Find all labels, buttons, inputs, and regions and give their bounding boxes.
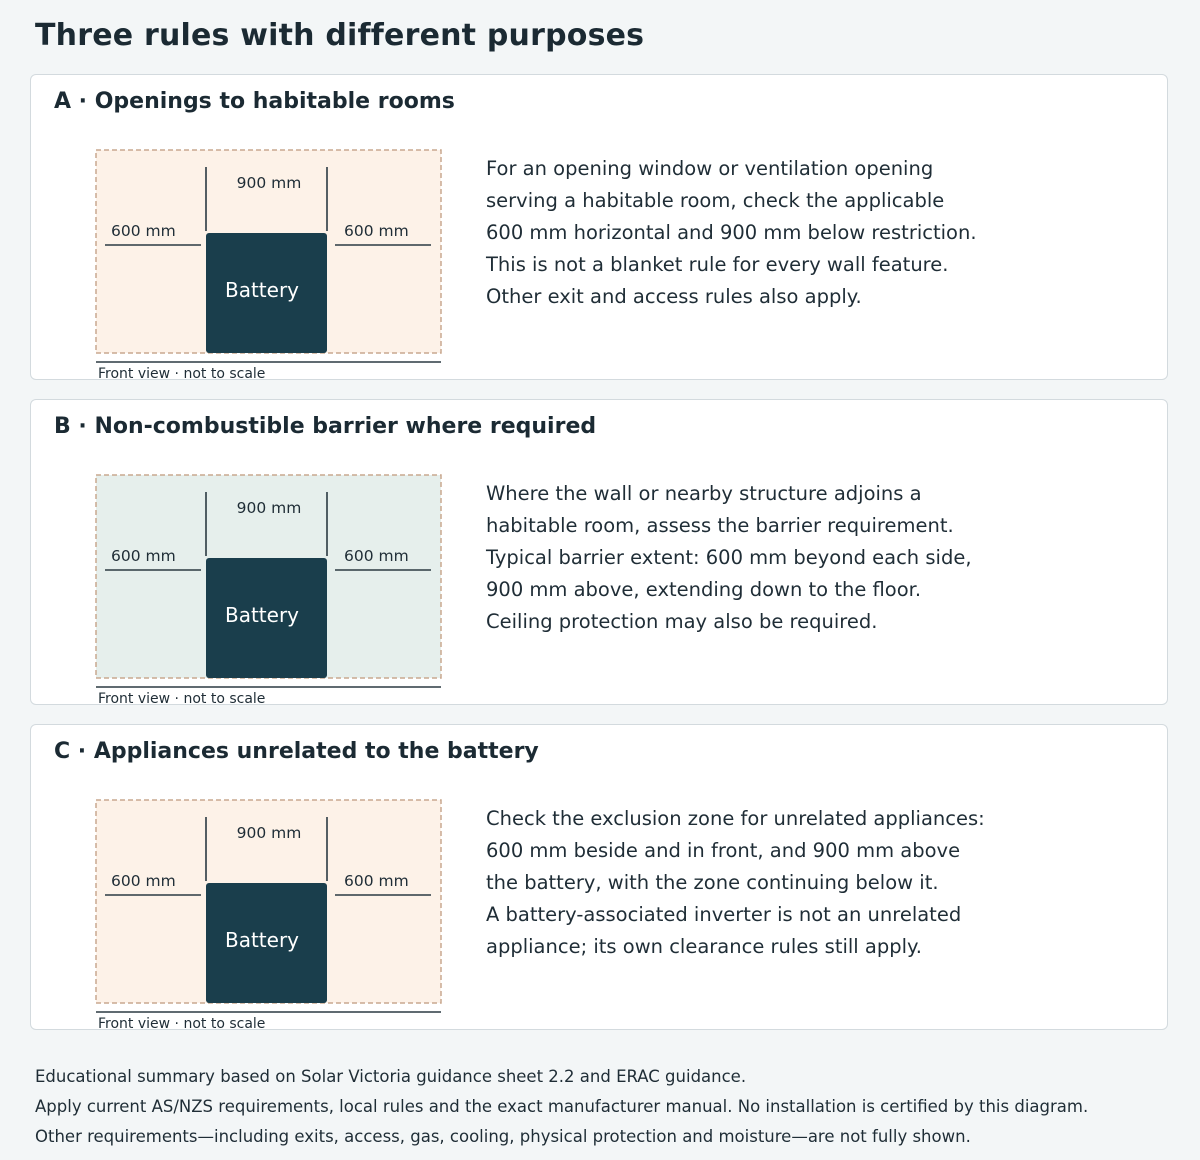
- right-clearance-label: 600 mm: [344, 872, 409, 890]
- top-clearance-label: 900 mm: [236, 824, 302, 842]
- clearance-diagram: [31, 725, 471, 1031]
- battery-label: Battery: [224, 278, 300, 302]
- diagram-caption: Front view · not to scale: [98, 1016, 266, 1031]
- description-line: serving a habitable room, check the applicable: [486, 189, 945, 212]
- clearance-diagram: [31, 400, 471, 706]
- card-title: A · Openings to habitable rooms: [54, 89, 455, 114]
- diagram-caption: Front view · not to scale: [98, 691, 266, 706]
- rule-card-b: [30, 399, 1168, 705]
- description-line: Where the wall or nearby structure adjoins a: [486, 482, 922, 505]
- footer-notes: [35, 1062, 1088, 1152]
- card-title: B · Non-combustible barrier where required: [54, 414, 597, 439]
- card-title: C · Appliances unrelated to the battery: [54, 739, 539, 764]
- description-line: appliance; its own clearance rules still apply.: [486, 935, 923, 958]
- rule-card-c: [30, 724, 1168, 1030]
- clearance-diagram: [31, 75, 471, 381]
- battery-label: Battery: [224, 928, 300, 952]
- card-description: [486, 803, 1046, 963]
- top-clearance-label: 900 mm: [236, 174, 302, 192]
- card-description: [486, 153, 1046, 313]
- left-clearance-label: 600 mm: [111, 222, 176, 240]
- description-line: Typical barrier extent: 600 mm beyond each side,: [486, 546, 972, 569]
- top-clearance-label: 900 mm: [236, 499, 302, 517]
- description-line: Check the exclusion zone for unrelated appliances:: [486, 807, 985, 830]
- battery-label: Battery: [224, 603, 300, 627]
- right-clearance-label: 600 mm: [344, 547, 409, 565]
- left-clearance-label: 600 mm: [111, 547, 176, 565]
- description-line: Ceiling protection may also be required.: [486, 610, 878, 633]
- card-description: [486, 478, 1046, 638]
- right-clearance-label: 600 mm: [344, 222, 409, 240]
- description-line: 900 mm above, extending down to the floor.: [486, 578, 922, 601]
- page-title: Three rules with different purposes: [35, 18, 645, 53]
- description-line: For an opening window or ventilation opening: [486, 157, 934, 180]
- diagram-caption: Front view · not to scale: [98, 366, 266, 381]
- footer-note: Educational summary based on Solar Victoria guidance sheet 2.2 and ERAC guidance.: [35, 1067, 747, 1086]
- description-line: This is not a blanket rule for every wall feature.: [486, 253, 949, 276]
- footer-note: Apply current AS/NZS requirements, local rules and the exact manufacturer manual. No installation is certified by this diagram.: [35, 1097, 1089, 1116]
- description-line: habitable room, assess the barrier requirement.: [486, 514, 954, 537]
- left-clearance-label: 600 mm: [111, 872, 176, 890]
- description-line: A battery-associated inverter is not an unrelated: [486, 903, 962, 926]
- description-line: 600 mm beside and in front, and 900 mm above: [486, 839, 961, 862]
- rule-card-a: [30, 74, 1168, 380]
- description-line: Other exit and access rules also apply.: [486, 285, 862, 308]
- description-line: the battery, with the zone continuing below it.: [486, 871, 939, 894]
- footer-note: Other requirements—including exits, access, gas, cooling, physical protection and moisture—are not fully shown.: [35, 1127, 971, 1146]
- description-line: 600 mm horizontal and 900 mm below restriction.: [486, 221, 977, 244]
